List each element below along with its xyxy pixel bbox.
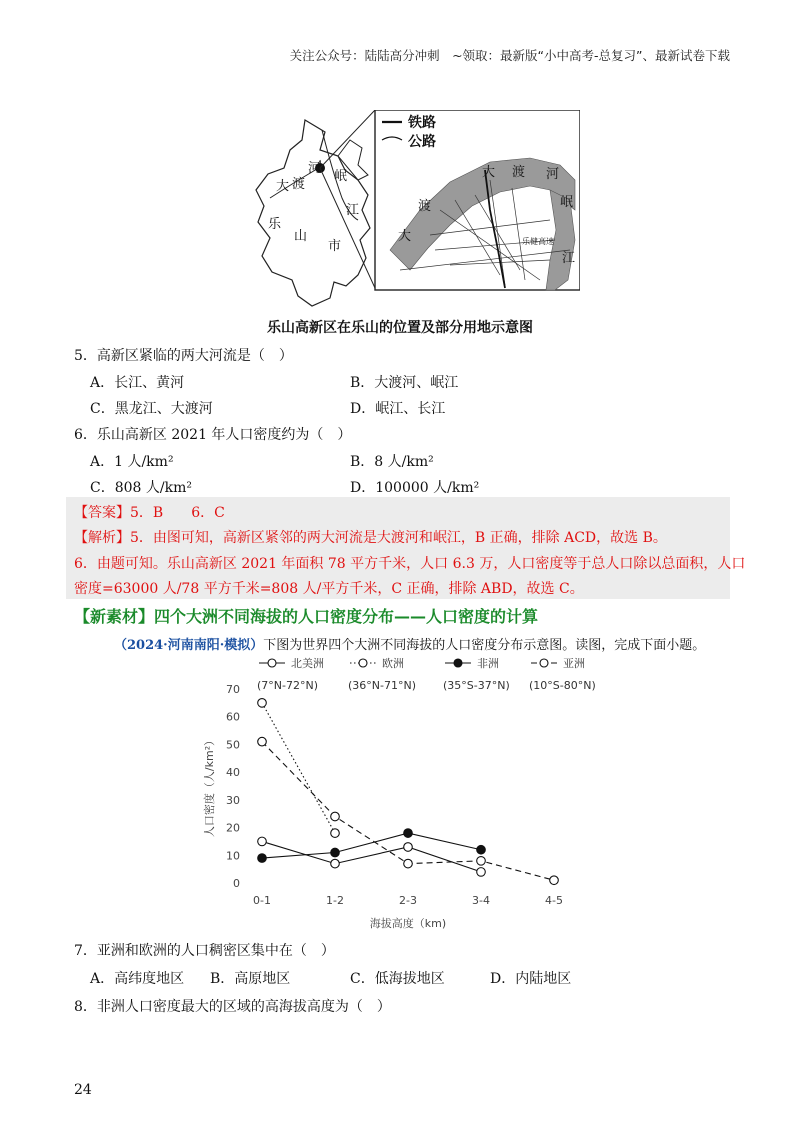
legend-range-0: (7°N-72°N) [257, 679, 319, 692]
series-point-2 [477, 845, 486, 854]
series-point-3 [331, 812, 340, 821]
legend-label-0: 北美洲 [291, 657, 324, 670]
right-label-expressway: 乐健高速 [522, 237, 554, 246]
q7-option-b: B．高原地区 [210, 971, 291, 987]
y-tick-label: 70 [226, 683, 240, 696]
right-label-min: 岷 [560, 195, 574, 210]
leshan-map-figure [250, 110, 580, 310]
series-point-0 [477, 868, 486, 877]
population-density-chart [195, 652, 615, 934]
left-label-he: 河 [308, 161, 322, 176]
legend-railway-label: 铁路 [408, 115, 436, 131]
series-point-3 [477, 857, 486, 866]
y-tick-label: 50 [226, 738, 240, 752]
question-5-stem: 5．高新区紧临的两大河流是（ ） [74, 348, 293, 364]
q6-option-c: C．808 人/km² [90, 480, 192, 496]
y-tick-label: 0 [233, 877, 240, 890]
y-tick-label: 30 [226, 793, 240, 807]
series-line-1 [262, 703, 335, 833]
series-point-0 [331, 859, 340, 868]
legend-marker-2 [454, 659, 462, 667]
q5-option-d: D．岷江、长江 [350, 401, 446, 417]
legend-range-3: (10°S-80°N) [529, 679, 596, 692]
x-tick-label: 0-1 [253, 894, 271, 907]
map-caption: 乐山高新区在乐山的位置及部分用地示意图 [267, 320, 533, 336]
series-line-2 [262, 833, 481, 858]
right-label-he: 河 [546, 167, 560, 182]
analysis-line-2: 6．由题可知。乐山高新区 2021 年面积 78 平方千米，人口 6.3 万，人口密度等于总人口除以总面积，人口 [74, 556, 746, 572]
q7-option-d: D．内陆地区 [490, 971, 572, 987]
right-label-du2: 渡 [418, 199, 432, 214]
series-point-3 [404, 859, 413, 868]
right-label-da: 大 [482, 165, 496, 180]
y-tick-label: 10 [226, 849, 240, 863]
series-point-2 [404, 829, 413, 838]
left-label-min: 岷 [334, 169, 348, 184]
series-point-2 [331, 848, 340, 857]
legend-label-3: 亚洲 [563, 657, 585, 670]
left-label-shi: 市 [328, 239, 342, 254]
q5-option-a: A．长江、黄河 [90, 375, 185, 391]
question-6-stem: 6．乐山高新区 2021 年人口密度约为（ ） [74, 427, 352, 443]
left-label-jiang: 江 [346, 203, 360, 218]
q5-option-c: C．黑龙江、大渡河 [90, 401, 213, 417]
y-tick-label: 20 [226, 821, 240, 835]
page-number: 24 [74, 1082, 92, 1098]
q7-option-c: C．低海拔地区 [350, 971, 445, 987]
question-7-stem: 7．亚洲和欧洲的人口稠密区集中在（ ） [74, 943, 335, 959]
x-tick-label: 2-3 [399, 894, 417, 907]
left-label-le: 乐 [268, 217, 282, 232]
y-axis-label: 人口密度（人/km²） [203, 734, 216, 838]
series-point-0 [404, 843, 413, 852]
legend-range-1: (36°N-71°N) [348, 679, 417, 692]
series-point-3 [258, 737, 267, 746]
series-point-1 [258, 699, 267, 708]
y-tick-label: 60 [226, 710, 240, 724]
legend-marker-3 [540, 659, 548, 667]
y-tick-label: 40 [226, 766, 240, 780]
legend-marker-1 [359, 659, 367, 667]
x-axis-label: 海拔高度（km) [369, 917, 447, 930]
q6-option-b: B．8 人/km² [350, 454, 434, 470]
left-label-du: 渡 [292, 177, 306, 192]
source-text: 下图为世界四个大洲不同海拔的人口密度分布示意图。读图，完成下面小题。 [263, 638, 706, 653]
page-header: 关注公众号：陆陆高分冲刺 ~领取：最新版“小中高考-总复习”、最新试卷下载 [289, 48, 730, 63]
question-8-stem: 8．非洲人口密度最大的区域的高海拔高度为（ ） [74, 999, 391, 1015]
right-label-du: 渡 [512, 165, 526, 180]
q6-option-a: A．1 人/km² [90, 454, 174, 470]
q5-option-b: B．大渡河、岷江 [350, 375, 459, 391]
right-label-da2: 大 [398, 229, 412, 244]
series-line-0 [262, 841, 481, 871]
series-point-3 [550, 876, 559, 885]
series-point-0 [258, 837, 267, 846]
left-label-shan: 山 [294, 229, 308, 244]
legend-range-2: (35°S-37°N) [443, 679, 510, 692]
series-point-2 [258, 854, 267, 863]
analysis-line-1: 【解析】5．由图可知，高新区紧邻的两大河流是大渡河和岷江，B 正确，排除 ACD，故选 B。 [74, 530, 667, 546]
legend-highway-label: 公路 [408, 134, 436, 150]
section-title: 【新素材】四个大洲不同海拔的人口密度分布——人口密度的计算 [74, 607, 539, 626]
x-tick-label: 3-4 [472, 894, 490, 907]
series-point-1 [331, 829, 340, 838]
x-tick-label: 4-5 [545, 894, 563, 907]
q7-option-a: A．高纬度地区 [90, 971, 185, 987]
source-tag: （2024·河南南阳·模拟） [114, 638, 264, 653]
x-tick-label: 1-2 [326, 894, 344, 907]
question-source [114, 634, 705, 653]
left-label-da: 大 [276, 179, 290, 194]
answer-line: 【答案】5．B 6．C [74, 505, 225, 521]
legend-marker-0 [268, 659, 276, 667]
legend-label-2: 非洲 [477, 657, 499, 670]
analysis-line-3: 密度=63000 人/78 平方千米=808 人/平方千米，C 正确，排除 ABD，故选 C。 [74, 581, 584, 597]
legend-label-1: 欧洲 [382, 657, 404, 670]
q6-option-d: D．100000 人/km² [350, 480, 480, 496]
right-label-jiang: 江 [562, 251, 576, 266]
